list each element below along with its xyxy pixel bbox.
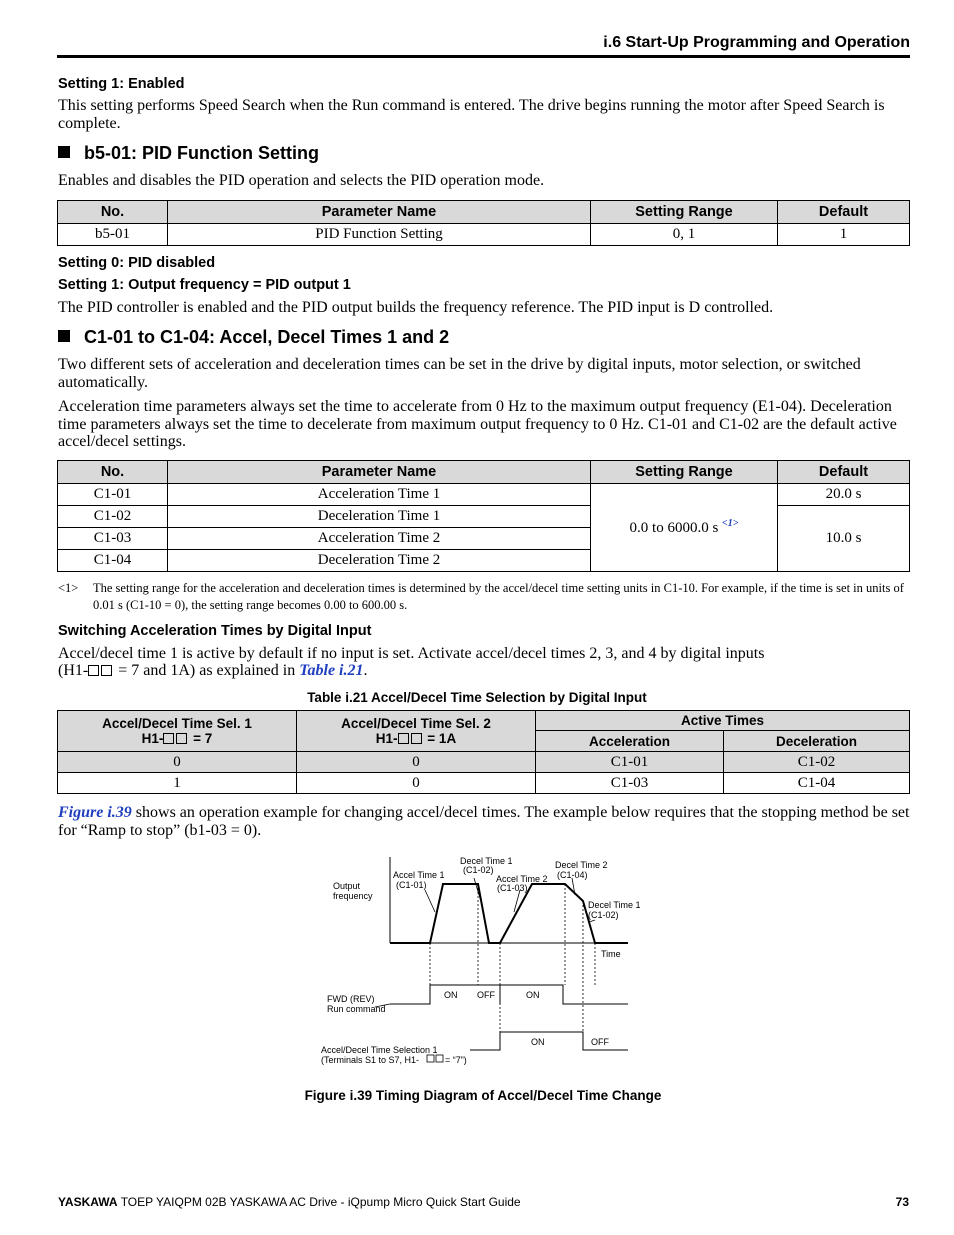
label-output-frequency: Output [333, 881, 361, 891]
table-i21 [57, 710, 910, 794]
square-bullet-icon [58, 330, 70, 342]
figure-i39-caption: Figure i.39 Timing Diagram of Accel/Decel Time Change [304, 1088, 662, 1103]
run-command-signal [390, 985, 628, 1004]
table-row [58, 224, 910, 246]
col-header-no: No. [58, 201, 168, 224]
box-placeholder-icon [398, 733, 409, 744]
switching-line2 [58, 662, 910, 680]
label-fwd-rev: FWD (REV) [327, 994, 375, 1004]
label-decel1-right: Decel Time 1 [588, 900, 641, 910]
col-header-setting-range: Setting Range [591, 461, 778, 484]
col-header-parameter-name: Parameter Name [168, 461, 591, 484]
c101-heading-text: C1-01 to C1-04: Accel, Decel Times 1 and 2 [84, 327, 450, 347]
box-placeholder-icon [411, 733, 422, 744]
cell-range: 0, 1 [591, 224, 778, 246]
range-text: 0.0 to 6000.0 s [629, 520, 719, 536]
table-row [58, 506, 910, 528]
label-selection-2a: (Terminals S1 to S7, H1- [321, 1055, 420, 1065]
b501-heading-text: b5-01: PID Function Setting [84, 143, 320, 163]
label-on-3: ON [531, 1037, 545, 1047]
header-title: i.6 Start-Up Programming and Operation [603, 34, 910, 51]
col-header-no: No. [58, 461, 168, 484]
box-placeholder-icon [176, 733, 187, 744]
col-header-parameter-name: Parameter Name [168, 201, 591, 224]
cell-name: PID Function Setting [168, 224, 591, 246]
label-accel2-2: (C1-03) [497, 883, 528, 893]
cell-no: C1-01 [58, 484, 168, 506]
cell-default: 10.0 s [778, 506, 910, 572]
timing-diagram [0, 850, 954, 1075]
label-output-frequency-2: frequency [333, 891, 373, 901]
label-decel2-2: (C1-04) [557, 870, 588, 880]
cell-name: Deceleration Time 1 [168, 506, 591, 528]
label-selection-1: Accel/Decel Time Selection 1 [321, 1045, 438, 1055]
box-placeholder-icon [427, 1055, 434, 1062]
c101-table [57, 460, 910, 572]
box-placeholder-icon [163, 733, 174, 744]
sel2-line1: Accel/Decel Time Sel. 2 [341, 716, 491, 731]
cell-no: C1-02 [58, 506, 168, 528]
cell-default: 20.0 s [778, 484, 910, 506]
footer-doc: TOEP YAIQPM 02B YASKAWA AC Drive - iQpump Micro Quick Start Guide [117, 1195, 521, 1209]
sel2-line2 [297, 731, 535, 746]
label-on-2: ON [526, 990, 540, 1000]
sel1-h1-prefix: H1- [141, 731, 164, 746]
col-header-default: Default [778, 461, 910, 484]
cell-no: C1-04 [58, 550, 168, 572]
c101-para2: Acceleration time parameters always set the time to accelerate from 0 Hz to the maximum output frequency (E1-04). Deceleration time parameters always set the time to decelerate from maximum output frequency to 0 Hz. C1-01 and C1-02 are the default active accel/decel settings. [58, 398, 897, 450]
line2-part-a: (H1- [58, 662, 89, 679]
cell-sel1: 0 [58, 752, 297, 773]
cell-sel2: 0 [297, 752, 536, 773]
cell-decel: C1-02 [724, 752, 910, 773]
c101-section-heading [58, 327, 449, 348]
col-header-default: Default [778, 201, 910, 224]
footer-doc-title [58, 1195, 521, 1209]
line2-part-b: = 7 and 1A) as explained in [114, 662, 300, 679]
cell-default: 1 [778, 224, 910, 246]
sel2-h1-value: = 1A [423, 731, 457, 746]
cell-name: Deceleration Time 2 [168, 550, 591, 572]
page-header [57, 33, 910, 58]
box-placeholder-icon [101, 665, 112, 676]
table-i21-caption: Table i.21 Accel/Decel Time Selection by Digital Input [307, 690, 647, 705]
b501-table [57, 200, 910, 246]
c101-footnote [58, 580, 910, 614]
label-accel2: Accel Time 2 [496, 874, 548, 884]
sel2-h1-prefix: H1- [375, 731, 398, 746]
switching-line1: Accel/decel time 1 is active by default if no input is set. Activate accel/decel times 2, 3, and 4 by digital inputs [58, 645, 765, 662]
col-header-acceleration: Acceleration [536, 731, 724, 752]
col-header-setting-range: Setting Range [591, 201, 778, 224]
footer-brand: YASKAWA [58, 1195, 118, 1209]
col-header-sel2 [297, 711, 536, 752]
table-i21-link[interactable]: Table i.21 [299, 662, 364, 679]
sel1-h1-value: = 7 [189, 731, 213, 746]
label-decel2: Decel Time 2 [555, 860, 608, 870]
label-on-1: ON [444, 990, 458, 1000]
page-number: 73 [895, 1195, 909, 1209]
cell-accel: C1-01 [536, 752, 724, 773]
col-header-sel1 [58, 711, 297, 752]
col-header-active-times: Active Times [536, 711, 910, 731]
footnote-marker: <1> [58, 581, 79, 595]
square-bullet-icon [58, 146, 70, 158]
cell-no: b5-01 [58, 224, 168, 246]
cell-decel: C1-04 [724, 773, 910, 794]
box-placeholder-icon [88, 665, 99, 676]
box-placeholder-icon [436, 1055, 443, 1062]
range-note-ref[interactable]: <1> [722, 518, 739, 529]
setting1-pid-heading: Setting 1: Output frequency = PID output 1 [58, 277, 351, 293]
switching-heading: Switching Acceleration Times by Digital Input [58, 623, 372, 639]
sel1-line1: Accel/Decel Time Sel. 1 [102, 716, 252, 731]
cell-name: Acceleration Time 2 [168, 528, 591, 550]
cell-sel2: 0 [297, 773, 536, 794]
label-selection-2b: = “7”) [445, 1055, 467, 1065]
label-decel1-top: Decel Time 1 [460, 856, 513, 866]
dashed-guides [430, 884, 595, 1032]
b501-section-heading [58, 143, 319, 164]
figure-i39-link[interactable]: Figure i.39 [58, 804, 132, 821]
footnote-text: The setting range for the acceleration and deceleration times is determined by the accel/decel time setting units in C1-10. For example, if the time is set in units of 0.01 s (C1-10 = 0), the setting range becomes 0.00 to 600.00 s. [93, 581, 904, 612]
figure-intro [58, 804, 910, 839]
label-off-1: OFF [477, 990, 495, 1000]
label-accel1: Accel Time 1 [393, 870, 445, 880]
col-header-deceleration: Deceleration [724, 731, 910, 752]
figure-intro-text: shows an operation example for changing accel/decel times. The example below requires that the stopping method be set for “Ramp to stop” (b1-03 = 0). [58, 804, 910, 839]
line2-part-c: . [363, 662, 368, 679]
table-row [58, 484, 910, 506]
cell-name: Acceleration Time 1 [168, 484, 591, 506]
table-row [58, 752, 910, 773]
cell-sel1: 1 [58, 773, 297, 794]
setting1-heading: Setting 1: Enabled [58, 76, 185, 92]
table-row [58, 773, 910, 794]
cell-accel: C1-03 [536, 773, 724, 794]
label-decel1-top-2: (C1-02) [463, 865, 494, 875]
label-time: Time [601, 949, 621, 959]
setting0-heading: Setting 0: PID disabled [58, 255, 216, 271]
setting1-text: This setting performs Speed Search when the Run command is entered. The drive begins running the motor after Speed Search is complete. [58, 97, 885, 132]
b501-intro: Enables and disables the PID operation and selects the PID operation mode. [58, 172, 545, 189]
label-accel1-2: (C1-01) [396, 880, 427, 890]
c101-para1: Two different sets of acceleration and deceleration times can be set in the drive by digital inputs, motor selection, or switched automatically. [58, 356, 861, 391]
sel1-line2 [58, 731, 296, 746]
label-decel1-right-2: (C1-02) [588, 910, 619, 920]
setting1-pid-text: The PID controller is enabled and the PID output builds the frequency reference. The PID input is D controlled. [58, 299, 774, 316]
label-run-command: Run command [327, 1004, 386, 1014]
label-off-2: OFF [591, 1037, 609, 1047]
cell-no: C1-03 [58, 528, 168, 550]
cell-range [591, 484, 778, 572]
